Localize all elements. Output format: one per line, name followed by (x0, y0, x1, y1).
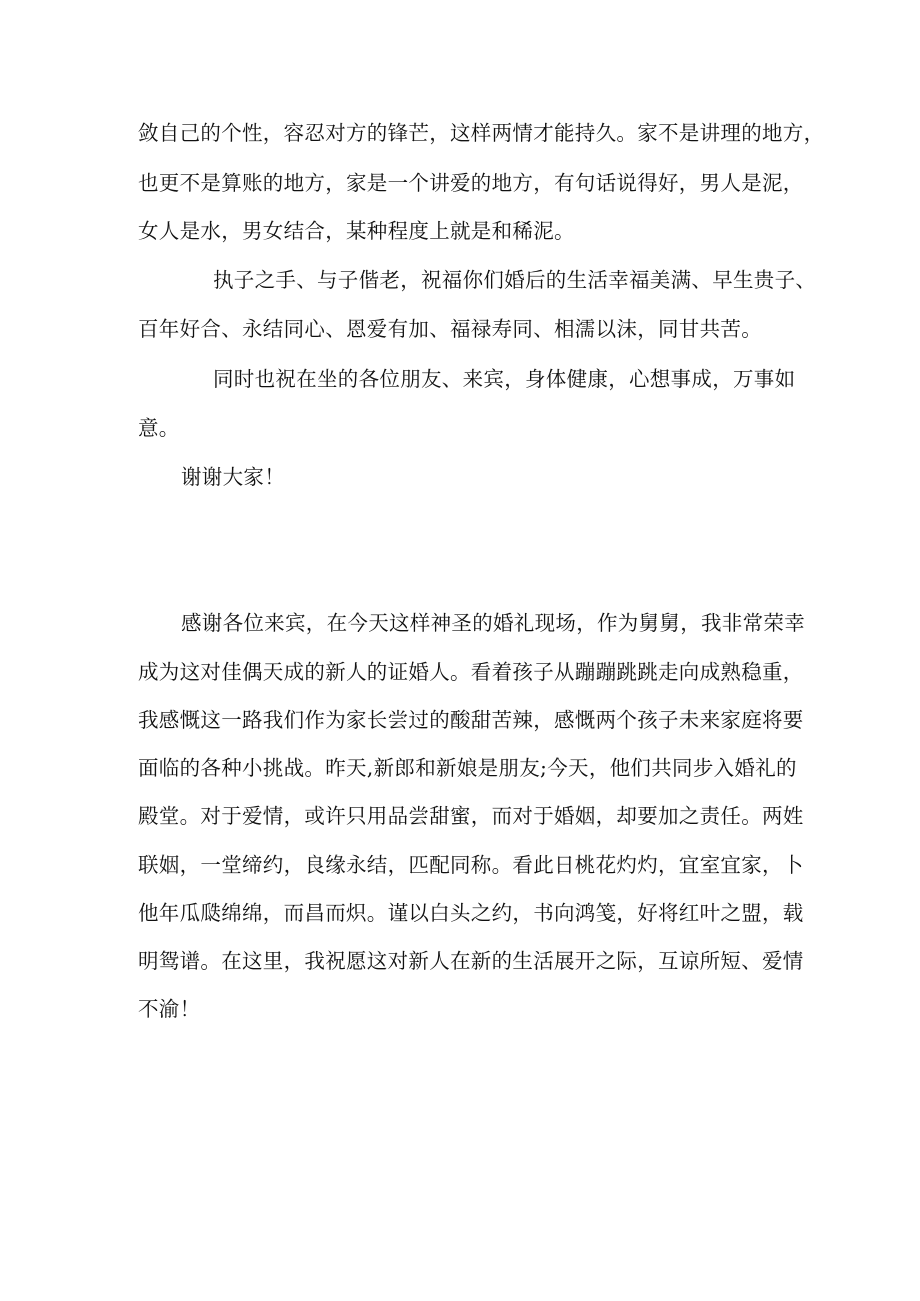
text-line: 同时也祝在坐的各位朋友、来宾，身体健康，心想事成，万事如 (213, 367, 796, 391)
text-line: 意。 (138, 416, 180, 440)
text-line: 我感慨这一路我们作为家长尝过的酸甜苦辣，感慨两个孩子未来家庭将要 (138, 708, 804, 732)
text-line: 感谢各位来宾，在今天这样神圣的婚礼现场，作为舅舅，我非常荣幸 (181, 611, 805, 635)
text-line: 面临的各种小挑战。昨天,新郎和新娘是朋友;今天，他们共同步入婚礼的 (138, 756, 797, 780)
text-line: 百年好合、永结同心、恩爱有加、福禄寿同、相濡以沫，同甘共苦。 (138, 317, 762, 341)
text-line: 执子之手、与子偕老，祝福你们婚后的生活幸福美满、早生贵子、 (213, 268, 817, 292)
text-line: 不渝！ (138, 997, 201, 1021)
text-line: 联姻，一堂缔约，良缘永结，匹配同称。看此日桃花灼灼，宜室宜家，卜 (138, 853, 804, 877)
text-line: 敛自己的个性，容忍对方的锋芒，这样两情才能持久。家不是讲理的地方， (138, 121, 825, 145)
text-line: 成为这对佳偶天成的新人的证婚人。看着孩子从蹦蹦跳跳走向成熟稳重， (138, 660, 804, 684)
text-line: 明鸳谱。在这里，我祝愿这对新人在新的生活展开之际，互谅所短、爱情 (138, 949, 804, 973)
text-line: 他年瓜瓞绵绵，而昌而炽。谨以白头之约，书向鸿笺，好将红叶之盟，载 (138, 901, 804, 925)
text-line: 女人是水，男女结合，某种程度上就是和稀泥。 (138, 219, 575, 243)
text-line: 殿堂。对于爱情，或许只用品尝甜蜜，而对于婚姻，却要加之责任。两姓 (138, 804, 804, 828)
text-line: 谢谢大家！ (181, 465, 285, 489)
text-line: 也更不是算账的地方，家是一个讲爱的地方，有句话说得好，男人是泥， (138, 171, 804, 195)
